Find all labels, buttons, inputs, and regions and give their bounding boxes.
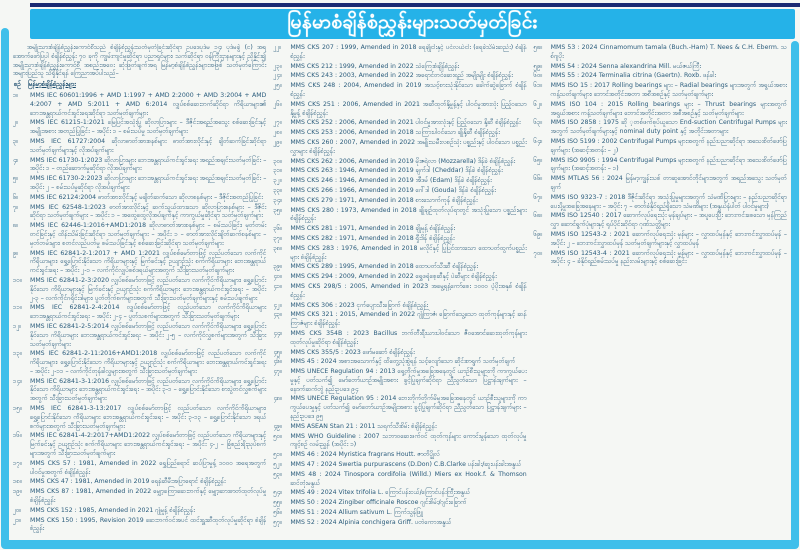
- item-text: MMS 52 : 2024 Alpinia conchigera Griff. ပတဲကောအနွယ်: [290, 518, 452, 526]
- item-text: MMS IEC 62841-3-1:2016 လျှပ်စစ်မော်တာဖြင့် လည်ပတ်သော လက်ကိုင်ကိရိယာများ၊ ရွှေ့ပြောင်းနိုင်သော ကိရိယာများ ဘေးအန္တရာယ်ကင်းရှင်းရေး – အပိုင်း ၃-၁ – ရွှေ့ပြောင်းနိုင်သော စားပွဲတင်လွှစက်များအတွက် သီးခြားသတ်မှတ်ချက်များ: [30, 377, 267, 403]
- item-number: ၄၃။: [273, 311, 283, 319]
- list-header-title: မြန်မာ့စံချိန်စံညွှန်းများ: [27, 81, 76, 89]
- standard-item: [273, 187, 526, 196]
- item-number: ၅၆။: [273, 509, 283, 517]
- item-number: ၂၅။: [273, 82, 282, 90]
- item-number: ၄၇။: [273, 368, 283, 376]
- list-header: [14, 81, 266, 90]
- item-text: MMS IEC 61727:2004 ဆိုလာဓာတ်အားစနစ်များ ဓာတ်အားလိုင်းနှင့် ချိတ်ဆက်ခြင်းဆိုင်ရာ သတ်မှတ်ချက်များနှင့် လိုအပ်ချက်များ: [30, 137, 267, 154]
- item-number: ၁၈။: [13, 478, 22, 486]
- standard-item: [273, 395, 526, 421]
- frame-right-bar: [791, 41, 799, 547]
- standard-item: [273, 471, 526, 489]
- item-number: ၄၅။: [273, 348, 283, 356]
- item-number: ၃၄။: [273, 196, 283, 204]
- standard-item: [13, 405, 266, 431]
- standard-item: [13, 119, 266, 137]
- item-number: ၆၅။: [533, 156, 543, 164]
- item-number: ၂၂။: [273, 44, 282, 51]
- top-rule: [30, 3, 800, 7]
- standard-item: [534, 175, 787, 193]
- list-header-no: စဉ်: [14, 81, 21, 89]
- item-text: MMS IEC 62124:2004 ဓာတ်အားလိုင်းနှင့် မချိတ်ဆက်သော ဆိုလာစနစ်များ – ဒီဇိုင်းအတည်ပြုခြင်း: [30, 193, 263, 201]
- item-number: ၅၁။: [273, 451, 283, 459]
- item-text: MMS CKS 207 : 1999, Amended in 2018 ရေချိုငါးနှင့် ပင်လယ်ငါး (ရေခဲသိမ်းဆည်း) စံချိန်စံညွှန်း: [290, 44, 527, 60]
- item-number: ၁၄။: [13, 377, 22, 385]
- item-text: MMS CKS 252 : 2006, Amended in 2021 ပါဝင်မှုအားလုံးနှင့် ပြည့်ဝသော နို့ဆီ စံချိန်စံညွှန်း: [290, 119, 521, 127]
- item-number: ၂၉။: [273, 138, 282, 146]
- standard-item: [273, 509, 526, 518]
- item-number: ၁။: [13, 91, 19, 99]
- standard-item: [534, 119, 787, 137]
- item-text: MMS CKS 248 : 2004, Amended in 2019 အသင့်စားသုံးနိုင်သော ခေါက်ဆွဲခြောက် စံချိန်စံညွှန်း: [290, 82, 527, 98]
- item-number: ၉။: [13, 249, 19, 257]
- standards-list: [13, 44, 787, 537]
- item-number: ၂၆။: [273, 100, 282, 108]
- item-number: ၄၈။: [273, 395, 283, 403]
- item-number: ၄၄။: [273, 329, 283, 337]
- item-number: ၁၇။: [13, 459, 22, 467]
- item-text: MMS ASEAN Stan 21 : 2011 သရက်သီးစိမ်း စံချိန်စံညွှန်း: [290, 422, 437, 430]
- item-number: ၃၆။: [273, 225, 283, 233]
- item-number: ၆၂။: [533, 100, 543, 108]
- item-text: MMS 49 : 2024 Vitex trifolia L. ကြောင်ပန်းငယ်/ကြောင်ပန်းကြီးအနွယ်: [290, 489, 471, 497]
- item-text: MMS CKS 246 : 1946, Amended in 2019 အီဒမ် (Edam) ဒိန်ခဲ စံချိန်စံညွှန်း: [290, 177, 492, 185]
- standard-item: [273, 72, 526, 81]
- standard-item: [534, 138, 787, 156]
- item-number: ၇။: [13, 203, 19, 211]
- item-number: ၆၆။: [533, 175, 543, 183]
- item-text: MMS CKS 289 : 1995, Amended in 2018 ထောပတ်သီးဆီ စံချိန်စံညွှန်း: [290, 263, 478, 271]
- item-text: MMS UNECE Regulation 95 : 2014 ဘေးတိုက်တိုက်မိမှုအခြေအနေတွင် ယာဉ်စီးသူများကို ကာကွယ်ပေးမှုနှင့် ပတ်သက်၍ မော်တော်ယာဉ်အမျိုးအစား ခွင့်ပြုချက်ဆိုင်ရာ ညီညွတ်သော ပြဋ္ဌာန်းချက်များ – နည်းဥပဒေ ၉၅: [290, 395, 527, 421]
- frame-bottom-bar: [1, 540, 799, 549]
- item-number: ၃။: [13, 137, 19, 145]
- item-number: ၁၂။: [13, 322, 22, 330]
- item-number: ၁၉။: [13, 488, 22, 496]
- item-text: MMS 46 : 2024 Myristica fragrans Houtt. ဇာတိပ္ဖိုလ်: [290, 451, 440, 459]
- item-number: ၃၃။: [273, 186, 283, 194]
- standard-item: [13, 378, 266, 404]
- standard-item: [13, 92, 266, 118]
- item-text: MMS CKS 321 : 2015, Amended in 2022 ဂျုံကြာဇံ၊ ခြောက်သွေ့သော ထုတ်ကုန်များနှင့် ဆန်ကြာဇံများ စံချိန်စံညွှန်း: [290, 311, 527, 328]
- item-text: MMS CKS 281 : 1971, Amended in 2018 ချိုမုန့် စံချိန်စံညွှန်း: [290, 225, 456, 233]
- item-number: ၁၁။: [13, 304, 22, 312]
- standard-item: [534, 157, 787, 175]
- item-text: MMS 51 : 2024 Allium sativum L. ကြက်သွန်ဖြူ: [290, 509, 423, 517]
- standard-item: [273, 423, 526, 432]
- item-number: ၃၀။: [273, 157, 283, 165]
- item-number: ၂၀။: [13, 506, 22, 514]
- title-banner: [30, 9, 795, 39]
- item-text: MMS 53 : 2024 Cinnamomum tamala (Buch.-Ham) T. Nees & C.H. Eberm. သစ်ဂျပိုး: [550, 44, 787, 60]
- item-text: MMS CKS 152 : 1985, Amended in 2021 ဂျုံမှုန့် စံချိန်စံညွှန်း: [30, 506, 195, 514]
- standard-item: [534, 72, 787, 81]
- item-number: ၂၇။: [273, 119, 282, 127]
- standard-item: [273, 349, 526, 358]
- item-number: ၆၀။: [533, 72, 543, 80]
- item-number: ၆၄။: [533, 137, 543, 145]
- standard-item: [534, 231, 787, 249]
- item-number: ၃၂။: [273, 177, 282, 185]
- item-number: ၄။: [13, 156, 19, 164]
- standard-item: [13, 488, 266, 506]
- item-text: MMS IEC 62841-3-13:2017 လျှပ်စစ်မော်တာဖြင့် လည်ပတ်သော လက်ကိုင်ကိရိယာများ၊ ရွှေ့ပြောင်းနိုင်သော ကိရိယာများ ဘေးအန္တရာယ်ကင်းရှင်းရေး – အပိုင်း ၃-၁၃ – ရွှေ့ပြောင်းနိုင်သော ဒရယ်စက်များအတွက် သီးခြားသတ်မှတ်ချက်များ: [30, 405, 267, 430]
- standard-item: [273, 129, 526, 138]
- item-text: MMS 47 : 2024 Swertia purpurascens (D.Don) C.B.Clarke ပန်းခါး/ဆူးပန်းခါးအနွယ်: [290, 461, 522, 469]
- frame-left-bar: [1, 28, 9, 547]
- item-number: ၅၀။: [273, 432, 283, 440]
- item-text: MMS CKS 260 : 2007, Amended in 2022 အမျိုးသမီးလစဉ်သုံး ပစ္စည်းနှင့် ပါဝင်သော ပစ္စည်းလွှာများ စံချိန်စံညွှန်း: [290, 138, 527, 155]
- item-number: ၃၁။: [273, 167, 283, 175]
- standard-item: [273, 245, 526, 263]
- standard-item: [273, 330, 526, 348]
- standard-item: [273, 451, 526, 460]
- standard-item: [273, 461, 526, 470]
- item-text: MMS CKS 306 : 2023 ငှက်ပျောသီးခြောက် စံချိန်စံညွှန်း: [290, 301, 429, 309]
- standard-item: [273, 167, 526, 176]
- item-text: MMS CKS 57 : 1981, Amended in 2022 ရွှေပြည်ရောင် ဆပ်ပြာမှုန့် ၁၀၀၀ အရေအတွက်ပါဝင်မှုအတွက် စံချိန်စံညွှန်း: [30, 459, 267, 476]
- standard-item: [13, 194, 266, 203]
- item-number: ၆၉။: [533, 230, 543, 238]
- item-number: ၁၀။: [13, 276, 22, 284]
- item-text: MMS CKS 212 : 1999, Amended in 2022 သံကြေးစံချိန်စံညွှန်း: [290, 62, 460, 70]
- item-number: ၂။: [13, 119, 18, 127]
- item-text: MMS IEC 61730-2:2023 ဆိုလာပြားများ ဘေးအန္တရာယ်ကင်းရှင်းရေး အရည်အချင်းသတ်မှတ်ခြင်း – အပိုင်း ၂ – စမ်းသပ်မှုဆိုင်ရာ လိုအပ်ချက်များ: [30, 175, 267, 191]
- item-text: MMS IEC 62841-2-3:2020 လျှပ်စစ်မော်တာဖြင့် လည်ပတ်သော လက်ကိုင်ကိရိယာများ၊ ရွှေ့ပြောင်းနိုင်သော ကိရိယာများနှင့် မြက်ခင်းနှင့် ဥယျာဉ်သုံး စက်ကိရိယာများ ဘေးအန္တရာယ်ကင်းရှင်းရေး – အပိုင်း ၂-၃ – လက်ကိုင်ဂရိုင်းဒါများ၊ ပွတ်တိုက်စက်များအတွက် သီးခြားသတ်မှတ်ချက်များနှင့် စမ်းသပ်ချက်များ: [30, 276, 267, 302]
- standard-item: [13, 507, 266, 516]
- item-number: ၂၃။: [273, 62, 282, 70]
- item-number: ၅၉။: [533, 62, 543, 70]
- standard-item: [13, 478, 266, 487]
- item-number: ၅၄။: [273, 489, 283, 497]
- item-number: ၂၁။: [13, 516, 22, 524]
- standard-item: [273, 82, 526, 100]
- standard-item: [534, 250, 787, 268]
- standard-item: [13, 250, 266, 276]
- item-text: MMS CKS 243 : 2003, Amended in 2022 အရောင်တင်ဆေးရည် အမျိုးမျိုး စံချိန်စံညွှန်း: [290, 72, 513, 80]
- item-text: MMS CKS 253 : 2006, Amended in 2018 သကြားပါဝင်သော ချိုနို့ဆီ စံချိန်စံညွှန်း: [290, 129, 500, 137]
- standard-item: [273, 489, 526, 498]
- item-number: ၈။: [13, 222, 19, 230]
- item-text: MMS ISO 5199 : 2002 Centrifugal Pumps များအတွက် နည်းပညာဆိုင်ရာ အသေးစိတ်ဖော်ပြချက်များ (အဆင့်အတန်း – ၂): [550, 137, 787, 154]
- item-number: ၆၇။: [533, 193, 543, 201]
- standard-item: [13, 277, 266, 303]
- item-number: ၄၀။: [273, 273, 283, 281]
- item-text: MMS ISO 9905 : 1994 Centrifugal Pumps များအတွက် နည်းပညာဆိုင်ရာ အသေးစိတ်ဖော်ပြချက်များ (အဆင့်အတန်း – ၁): [550, 156, 787, 173]
- item-text: MMS CKS 279 : 1971, Amended in 2018 စားသောက်ကုန် စံချိန်စံညွှန်း: [290, 196, 478, 204]
- item-text: MMS IEC 62841-2-4:2014 လျှပ်စစ်မော်တာဖြင့် လည်ပတ်သော လက်ကိုင်ကိရိယာများ ဘေးအန္တရာယ်ကင်းရှင်းရေး – အပိုင်း ၂-၄ – ပွတ်သစက်များအတွက် သီးခြားသတ်မှတ်ချက်များ: [30, 304, 267, 321]
- item-number: ၃၇။: [273, 234, 283, 242]
- item-text: MMS CKS 251 : 2006, Amended in 2021 အဆီထုတ်နို့မှုန့်နှင့် ပါဝင်မှုအားလုံး ပြည့်ဝသော နို့မှုန့် စံချိန်စံညွှန်း: [290, 100, 527, 117]
- item-text: MMS ISO 9323-7 : 2018 ဒီဇိုင်းဆိုင်ရာ အသုံးပြုမှုများအတွက် သံမဏိပြားများ – နည်းပညာဆိုင်ရာ ပေးပို့မှုအခြေအနေများ – အပိုင်း ၇ – ဓာတ်ခံနိုင်ရည်ရှိသော သံမဏိများ (အနွယ်နံပါတ် ပါဝင်မှုများ): [550, 193, 787, 210]
- item-number: ၅၇။: [273, 518, 283, 526]
- item-text: MMS WHO Guideline : 2007 သဘာဝဆေးဖက်ဝင် ထုတ်ကုန်များ ကောင်းမွန်သော ထုတ်လုပ်မှုကျင့်စဉ် လမ်းညွှန် (အပိုင်း ၁): [290, 432, 527, 449]
- item-text: MMS CKS 282 : 1971, Amended in 2018 ရှီးဒိန် စံချိန်စံညွှန်း: [290, 234, 455, 242]
- item-number: ၄၂။: [273, 301, 282, 309]
- item-text: MMS IEC 62841-2-11:2016+AMD1:2018 လျှပ်စစ်မော်တာဖြင့် လည်ပတ်သော လက်ကိုင်ကိရိယာများ၊ ရွှေ့ပြောင်းနိုင်သော ကိရိယာများနှင့် ဥယျာဉ်သုံး စက်ကိရိယာများ ဘေးအန္တရာယ်ကင်းရှင်းရေး – အပိုင်း ၂-၁၁ – လက်ကိုင်တုန်ခါလွှများအတွက် သီးခြားသတ်မှတ်ချက်များ: [30, 350, 267, 375]
- item-text: MMS 45 : 2024 အစားအသောက်နှင့် ထိတွေ့သုံးစွဲရန် သင့်လျော်သော ဆိုင်းစာရွက် သတ်မှတ်ချက်: [290, 358, 516, 366]
- item-number: ၆၁။: [533, 82, 543, 90]
- item-text: MMS 55 : 2024 Terminalia citrina (Gaertn). Roxb. ဖန်ခါး: [550, 72, 716, 80]
- item-text: MMS IEC 61215-1:2021 မြေပြင်အသုံးပြု ဆိုလာပြားများ – ဒီဇိုင်းအရည်အသွေး စစ်ဆေးခြင်းနှင့် အမျိုးအစား အတည်ပြုခြင်း – အပိုင်း ၁ – စမ်းသပ်မှု သတ်မှတ်ချက်များ: [30, 119, 267, 136]
- standard-item: [273, 499, 526, 508]
- standard-item: [273, 63, 526, 72]
- item-text: MMS IEC 62841-2-1:2017 + AMD 1:2021 လျှပ်စစ်မော်တာဖြင့် လည်ပတ်သော လက်ကိုင်ကိရိယာများ၊ ရွှေ့ပြောင်းနိုင်သော ကိရိယာများနှင့် မြက်ခင်းနှင့် ဥယျာဉ်သုံး စက်ကိရိယာများ ဘေးအန္တရာယ်ကင်းရှင်းရေး – အပိုင်း ၂-၁ – လက်ကိုင်လျှပ်စစ်ဒရယ်များအတွက် သီးခြားသတ်မှတ်ချက်များ: [30, 249, 267, 275]
- item-number: ၁၃။: [13, 350, 22, 358]
- item-number: ၆၃။: [533, 119, 543, 127]
- standard-item: [534, 194, 787, 212]
- item-number: ၃၅။: [273, 206, 283, 214]
- standard-item: [13, 204, 266, 222]
- standard-item: [273, 197, 526, 206]
- item-number: ၄၁။: [273, 282, 283, 290]
- item-number: ၆၈။: [533, 212, 543, 220]
- item-text: MMS CKS 266 : 1966, Amended in 2019 ဂေါ်ဒါ (Gouda) ဒိန်ခဲ စံချိန်စံညွှန်း: [290, 186, 496, 194]
- item-number: ၄၆။: [273, 358, 283, 366]
- item-text: MMS ISO 12543-4 : 2021 ဆောက်လုပ်ရေးသုံး မှန်များ – လွှာထပ်မှန်နှင့် ဘေးကင်းလွှာထပ်မှန် – အပိုင်း ၄ – ခံနိုင်ရည်စမ်းသပ်မှု နည်းလမ်းများနှင့် စစ်ဆေးခြင်း: [550, 249, 787, 266]
- item-text: MMS IEC 61730-1:2023 ဆိုလာပြားများ ဘေးအန္တရာယ်ကင်းရှင်းရေး အရည်အချင်းသတ်မှတ်ခြင်း – အပိုင်း ၁ – တည်ဆောက်မှုဆိုင်ရာ လိုအပ်ချက်များ: [30, 156, 267, 173]
- item-text: MMS CKS 263 : 1946, Amended in 2019 ချက်ဒါ (Cheddar) ဒိန်ခဲ စံချိန်စံညွှန်း: [290, 167, 503, 175]
- standard-item: [534, 63, 787, 72]
- item-text: MMS CKS 150 : 1995, Revision 2019 ဆေးဘက်ဝင်အပင် ထင်းရှူးဆီထုတ်လုပ်မှုဆိုင်ရာ စံချိန်စံညွှန်း: [30, 516, 267, 533]
- item-number: ၄၉။: [273, 422, 283, 430]
- item-number: ၁၆။: [13, 432, 22, 440]
- standard-item: [534, 82, 787, 100]
- item-text: MMS IEC 60601:1996 + AMD 1:1997 + AMD 2:2000 + AMD 3:2004 + AMD 4:2007 + AMD 5:2011 + AMD 6:2014 လျှပ်စစ်ဆေးဘက်ဆိုင်ရာ ကိရိယာများ၏ ဘေးအန္တရာယ်ကင်းရှင်းရေးဆိုင်ရာ သတ်မှတ်ချက်များ: [30, 91, 267, 117]
- standard-item: [273, 263, 526, 272]
- standard-item: [13, 304, 266, 322]
- standard-item: [273, 225, 526, 234]
- standard-item: [534, 101, 787, 119]
- item-text: MMS IEC 62548-1:2023 ဓာတ်အားလိုင်းနှင့် ဆက်သွယ်ထားသော ဆိုလာပြားစနစ်များ – ဒီဇိုင်းဆိုင်ရာ သတ်မှတ်ချက်များ – အပိုင်း ၁ – အထွေထွေလိုအပ်ချက်နှင့် ကာကွယ်မှုဆိုင်ရာ သတ်မှတ်ချက်များ: [30, 203, 267, 220]
- standard-item: [273, 519, 526, 528]
- item-text: MMS ISO 104 : 2015 Rolling bearings များ – Thrust bearings များအတွက် အရွယ်အစား ကန့်သတ်ချက်များ၊ ဘောင်အတိုင်းအတာ အစီအစဉ်နှင့် သတ်မှတ်ချက်များ: [550, 100, 787, 117]
- standard-item: [273, 273, 526, 282]
- standard-item: [273, 101, 526, 119]
- item-number: ၃၉။: [273, 263, 283, 271]
- item-text: MMS ISO 12540 : 2017 ဆောက်လုပ်ရေးသုံး မှန်ချပ်များ – အပူပေးပြီး ဘေးကင်းစေသော မှန်ကြည်လွှာ ဆောင်ရွက်ပုံများနှင့် ရုပ်ပိုင်းဆိုင်ရာ ဂုဏ်သတ္တိများ: [550, 212, 787, 229]
- standard-item: [13, 460, 266, 478]
- item-number: ၅၃။: [273, 470, 283, 478]
- standard-item: [273, 358, 526, 367]
- item-text: MMS IEC 62841-4-2:2017+AMD1:2022 လျှပ်စစ်မော်တာဖြင့် လည်ပတ်သော ကိရိယာများနှင့် မြက်ခင်းနှင့် ဥယျာဉ်သုံး စက်ကိရိယာများ ဘေးအန္တရာယ်ကင်းရှင်းရေး – အပိုင်း ၄-၂ – ခြံစည်းရိုးညှပ်စက်များအတွက် သီးခြားသတ်မှတ်ချက်များ: [30, 432, 267, 458]
- page-title: မြန်မာစံချိန်စံညွှန်းများသတ်မှတ်ခြင်း: [287, 11, 538, 33]
- standard-item: [13, 323, 266, 349]
- standard-item: [273, 433, 526, 451]
- intro-paragraph: အမျိုးသားစံချိန်စံညွှန်းကောင်စီသည် စံချိန်စံညွှန်းသတ်မှတ်ခြင်းဆိုင်ရာ ဥပဒေပုဒ်မ ၁၄၊ ပုဒ်မခွဲ (င) အရ အောက်ဖော်ပြပါ စံချိန်စံညွှန်း ၇၀ ခုကို ကျွမ်းကျင်မှုဆိုင်ရာ ပညာရှင်များ၊ သက်ဆိုင်ရာ ဝန်ကြီးဌာနများနှင့် ညှိနှိုင်း၍ အမျိုးသားစံချိန်စံညွှန်းကောင်စီ အစည်းအဝေး ဆုံးဖြတ်ချက်အရ မြန်မာ့စံချိန်စံညွှန်းများအဖြစ် သတ်မှတ်ကြောင်း အများပြည်သူ သိရှိနိုင်ရန် ကြေညာအပ်ပါသည်–: [13, 44, 267, 78]
- standard-item: [13, 432, 266, 458]
- item-number: ၂၄။: [273, 72, 282, 80]
- item-number: ၇၀။: [533, 249, 543, 257]
- item-text: MMS 50 : 2024 Zingiber officinale Roscoe ဂျင်းစိမ်း/ဂျင်းခြောက်: [290, 499, 467, 507]
- item-text: MMS CKS 354B : 2023 Bacillus ဘက်တီးရီးယားပါဝင်သော ဇီဝအောင်ဆေးထုတ်ကုန်များ ထုတ်လုပ်မှုဆိုင်ရာ စံချိန်စံညွှန်း: [290, 329, 527, 346]
- standard-item: [273, 177, 526, 186]
- standard-item: [273, 235, 526, 244]
- item-text: MMS CKS 298/5 : 2005, Amended in 2023 အမွေ့ရနံ့ကော်စေး ၁၀၀၀ ပံ့ပိုးအနှစ် စံချိန်စံညွှန်း: [290, 282, 527, 299]
- standard-item: [13, 517, 266, 535]
- item-text: MMS CKS 47 : 1981, Amended in 2019 ရေနံဆီမီးအပြာရောင် စံချိန်စံညွှန်း: [30, 478, 226, 486]
- item-number: ၂၈။: [273, 129, 282, 137]
- item-number: ၅၈။: [533, 44, 543, 51]
- item-text: MMS IEC 62841-2-5:2014 လျှပ်စစ်မော်တာဖြင့် လည်ပတ်သော လက်ကိုင်ကိရိယာများ၊ ရွှေ့ပြောင်းနိုင်သော ကိရိယာများ ဘေးအန္တရာယ်ကင်းရှင်းရေး – အပိုင်း ၂-၅ – လက်ကိုင်လွှစက်များအတွက် သီးခြားသတ်မှတ်ချက်များ: [30, 322, 267, 348]
- item-text: MMS CKS 294 : 2009, Amended in 2022 ရွှေဖရုံစေ့ဆီနှင့် ပဲဆီများ စံချိန်စံညွှန်း: [290, 273, 497, 281]
- item-text: MMS CKS 355/5 : 2023 ဖော်မဆော် စံချိန်စံညွှန်း: [290, 348, 415, 356]
- item-text: MMS 48 : 2024 Tinospora cordifolia (Willd.) Miers ex Hook.f. & Thomson ဆင်တုံးမနွယ်: [290, 470, 527, 487]
- item-text: MMS CKS 283 : 1976, Amended in 2018 မလိုင်နှင့် ပြုပြင်ထားသော ထောပတ်ထွက်ပစ္စည်းများ စံချိန်စံညွှန်း: [290, 244, 527, 261]
- item-number: ၆။: [13, 193, 19, 201]
- item-number: ၅၅။: [273, 499, 283, 507]
- item-text: MMS CKS 280 : 1973, Amended in 2018 ချိုချဉ်ထုတ်လုပ်ရာတွင် အသုံးပြုသော ပစ္စည်းများ စံချိန်စံညွှန်း: [290, 206, 527, 223]
- standards-items: [13, 44, 787, 537]
- item-text: MMS ISO 2858 : 1975 ဆို ့တစ်ဖက်စုပ်ယူသော End-suction Centrifugal Pumps များအတွက် သတ်မှတ်ချက်များနှင့် nominal duty point နှင့် အတိုင်းအတာများ: [550, 119, 787, 136]
- item-number: ၅၂။: [273, 461, 282, 469]
- item-number: ၅။: [13, 175, 19, 183]
- item-text: MMS IEC 62446-1:2016+AMD1:2018 ဆိုလာဓာတ်အားစနစ်များ – စမ်းသပ်ခြင်း၊ မှတ်တမ်းတင်ခြင်းနှင့် ထိန်းသိမ်းခြင်းဆိုင်ရာ သတ်မှတ်ချက်များ – အပိုင်း ၁ – ဓာတ်အားလိုင်းချိတ်ဆက်စနစ်များ – မှတ်တမ်းများ၊ စတင်လည်ပတ်မှု စမ်းသပ်ခြင်းနှင့် စစ်ဆေးခြင်းဆိုင်ရာ သတ်မှတ်ချက်များ: [30, 222, 267, 247]
- standard-item: [273, 207, 526, 225]
- item-text: MMS MTLAS 56 : 2024 မြန်မာ့ကျွန်းသစ် တာဆူအောင်တိုင်များအတွက် အရည်အသွေး သတ်မှတ်ချက်: [550, 175, 787, 191]
- item-text: MMS UNECE Regulation 94 : 2013 ရှေ့တိုက်မှုအခြေအနေတွင် ယာဉ်စီးသူများကို ကာကွယ်ပေးမှုနှင့် ပတ်သက်၍ မော်တော်ယာဉ်အမျိုးအစား ခွင့်ပြုချက်ဆိုင်ရာ ညီညွတ်သော ပြဋ္ဌာန်းချက်များ – နောက်ဆက်တွဲ နည်းဥပဒေ ၉၄: [290, 368, 527, 393]
- standard-item: [273, 139, 526, 157]
- standard-item: [273, 158, 526, 167]
- standard-item: [534, 44, 787, 62]
- standard-item: [273, 283, 526, 301]
- standard-item: [13, 222, 266, 248]
- standard-item: [13, 175, 266, 193]
- standard-item: [534, 212, 787, 230]
- item-text: MMS CKS 262 : 2006, Amended in 2019 မိုးဇရဲလာ (Mozzarella) ဒိန်ခဲ စံချိန်စံညွှန်း: [290, 157, 516, 165]
- item-text: MMS ISO 15 : 2017 Rolling bearings များ – Radial bearings များအတွက် အရွယ်အစား ကန့်သတ်ချက်များ၊ ဘောင်အတိုင်းအတာ အစီအစဉ်နှင့် သတ်မှတ်ချက်များ: [550, 82, 787, 98]
- item-number: ၃၈။: [273, 244, 283, 252]
- standard-item: [13, 157, 266, 175]
- standard-item: [13, 350, 266, 376]
- item-text: MMS ISO 12543-2 : 2021 ဆောက်လုပ်ရေးသုံး မှန်များ – လွှာထပ်မှန်နှင့် ဘေးကင်းလွှာထပ်မှန် – အပိုင်း ၂ – ဘေးကင်းလွှာထပ်မှန် သတ်မှတ်ချက်များနှင့် လွှာထပ်မှန်: [550, 230, 787, 247]
- standard-item: [273, 119, 526, 128]
- standard-item: [273, 44, 526, 62]
- item-text: MMS CKS 87 : 1981, Amended in 2022 မျှော့ကြောဆေးဘက်နှင့် မျှော့ဆားဓာတ်ထုတ်လုပ်မှု စံချိန်စံညွှန်း: [30, 488, 267, 505]
- standard-item: [273, 311, 526, 329]
- standard-item: [273, 368, 526, 394]
- item-text: MMS 54 : 2024 Senna alexandrina Mill. မယ်ဇယ်ကြီး: [550, 62, 701, 70]
- standard-item: [273, 302, 526, 311]
- standard-item: [13, 138, 266, 156]
- item-number: ၁၅။: [13, 405, 22, 413]
